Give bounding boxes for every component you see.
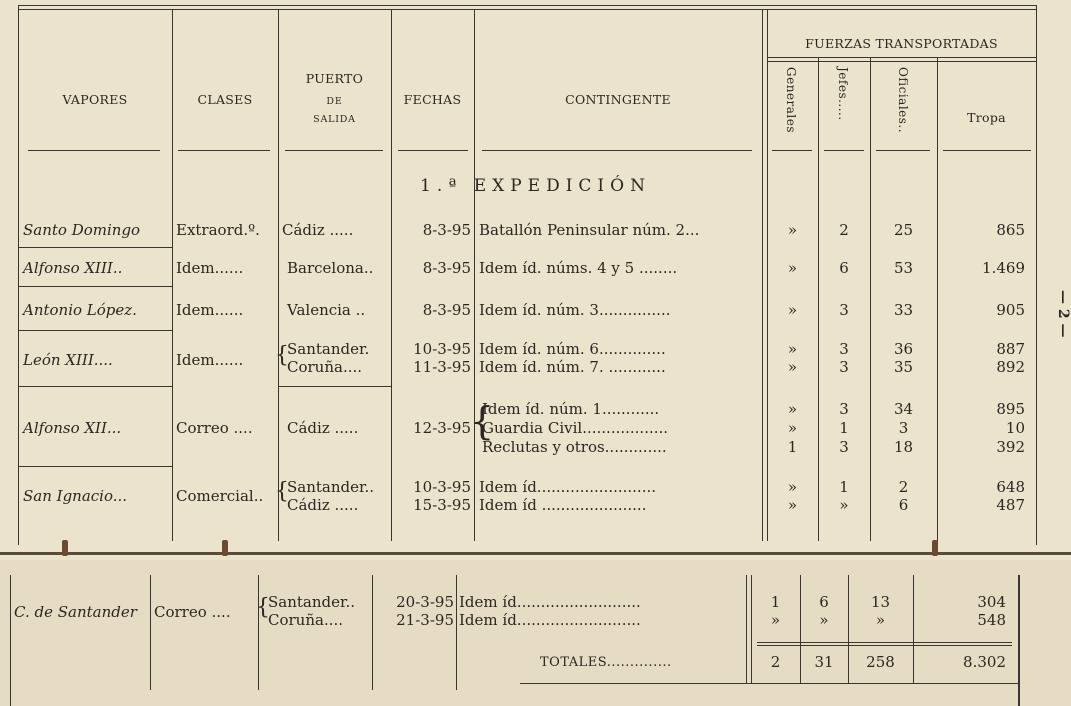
vapor: Santo Domingo <box>23 221 141 239</box>
jefes: 3 <box>839 400 849 418</box>
row-divider <box>18 247 172 248</box>
tropa: 10 <box>1005 419 1025 437</box>
hdr-underline <box>398 150 468 151</box>
hdr-salida: SALIDA <box>313 114 356 125</box>
fecha: 10-3-95 <box>413 340 471 358</box>
contingente: Idem íd......................... <box>479 478 656 496</box>
hdr-tropa: Tropa <box>967 110 1006 125</box>
page-fold <box>0 552 1071 555</box>
hdr-de: DE <box>326 96 343 107</box>
hdr-underline <box>285 150 383 151</box>
totals-label: TOTALES.............. <box>540 655 672 670</box>
frame-top-2 <box>18 9 1036 10</box>
frame-left <box>18 5 19 545</box>
tropa: 487 <box>996 496 1025 514</box>
jefes: 6 <box>819 593 829 611</box>
oficiales: 18 <box>893 438 914 456</box>
row-divider <box>18 466 172 467</box>
totals-rule <box>757 642 1012 643</box>
tropa: 648 <box>996 478 1025 496</box>
fecha: 20-3-95 <box>396 593 454 611</box>
puerto: Cádiz ..... <box>282 221 354 239</box>
hdr-underline <box>482 150 752 151</box>
col-sep <box>937 57 938 541</box>
col-sep <box>474 9 475 541</box>
oficiales: » <box>875 611 886 629</box>
oficiales: 36 <box>893 340 914 358</box>
clase: Extraord.º. <box>176 221 260 239</box>
oficiales: 2 <box>898 478 909 496</box>
col-sep <box>372 575 373 690</box>
puerto: Santander. <box>287 340 370 358</box>
hdr-clases: CLASES <box>197 92 253 107</box>
puerto: Coruña.... <box>287 358 363 376</box>
hdr-underline <box>824 150 864 151</box>
col-sep <box>456 575 457 690</box>
fuerzas-underline <box>767 57 1036 58</box>
hdr-puerto: PUERTO <box>305 71 364 86</box>
vapor: Alfonso XIII.. <box>23 259 123 277</box>
oficiales: 53 <box>893 259 914 277</box>
jefes: 1 <box>839 478 849 496</box>
col-sep <box>172 9 173 541</box>
clase: Idem...... <box>176 351 244 369</box>
binding-stitch <box>222 540 228 556</box>
contingente: Idem íd.......................... <box>459 593 641 611</box>
puerto: Santander.. <box>268 593 356 611</box>
brace: { <box>275 343 289 368</box>
col-sep <box>258 575 259 690</box>
fecha: 8-3-95 <box>422 221 471 239</box>
tropa: 892 <box>996 358 1025 376</box>
oficiales: 13 <box>870 593 891 611</box>
generales: » <box>787 259 798 277</box>
hdr-generales: Generales <box>784 67 798 134</box>
col-sep <box>762 9 763 541</box>
tropa: 905 <box>996 301 1025 319</box>
jefes: 3 <box>839 358 849 376</box>
hdr-underline <box>943 150 1031 151</box>
vapor: C. de Santander <box>14 603 137 621</box>
jefes: 6 <box>839 259 849 277</box>
row-divider <box>278 386 391 387</box>
generales: » <box>787 400 798 418</box>
row-divider <box>18 330 172 331</box>
oficiales: 25 <box>893 221 914 239</box>
frame-top <box>18 5 1036 6</box>
contingente: Idem íd. núm. 1............ <box>482 400 660 418</box>
fuerzas-underline <box>767 61 1036 62</box>
clase: Comercial.. <box>176 487 264 505</box>
contingente: Reclutas y otros............. <box>482 438 667 456</box>
generales: » <box>787 301 798 319</box>
col-sep <box>818 57 819 541</box>
row-divider <box>18 386 172 387</box>
hdr-fuerzas: FUERZAS TRANSPORTADAS <box>805 36 998 51</box>
puerto: Barcelona.. <box>287 259 374 277</box>
clase: Idem...... <box>176 301 244 319</box>
vapor: Alfonso XII... <box>23 419 122 437</box>
col-sep <box>870 57 871 541</box>
jefes: 31 <box>814 653 834 671</box>
hdr-underline <box>772 150 812 151</box>
jefes: 3 <box>839 301 849 319</box>
hdr-fechas: FECHAS <box>403 92 462 107</box>
contingente: Guardia Civil.................. <box>482 419 669 437</box>
hdr-underline <box>28 150 160 151</box>
hdr-jefes: Jefes..... <box>836 67 850 121</box>
puerto: Coruña.... <box>268 611 344 629</box>
contingente: Idem íd ...................... <box>479 496 647 514</box>
oficiales: 34 <box>893 400 914 418</box>
brace: { <box>256 595 270 620</box>
puerto: Santander.. <box>287 478 375 496</box>
jefes: 1 <box>839 419 849 437</box>
jefes: 2 <box>839 221 849 239</box>
oficiales: 6 <box>898 496 909 514</box>
tropa: 8.302 <box>963 653 1006 671</box>
frame-right <box>1018 575 1020 706</box>
contingente: Batallón Peninsular núm. 2... <box>479 221 700 239</box>
jefes: » <box>819 611 829 629</box>
jefes: 3 <box>839 340 849 358</box>
fecha: 12-3-95 <box>413 419 471 437</box>
totals-bottom-rule <box>520 683 1020 684</box>
generales: » <box>770 611 781 629</box>
generales: » <box>787 478 798 496</box>
frame-left <box>10 575 11 706</box>
fecha: 21-3-95 <box>396 611 454 629</box>
fecha: 8-3-95 <box>422 259 471 277</box>
puerto: Cádiz ..... <box>287 419 359 437</box>
fecha: 11-3-95 <box>413 358 471 376</box>
fecha: 15-3-95 <box>413 496 471 514</box>
tropa: 895 <box>996 400 1025 418</box>
tropa: 887 <box>996 340 1025 358</box>
oficiales: 258 <box>866 653 895 671</box>
generales: » <box>787 419 798 437</box>
generales: » <box>787 496 798 514</box>
oficiales: 35 <box>893 358 914 376</box>
oficiales: 33 <box>893 301 914 319</box>
tropa: 392 <box>996 438 1025 456</box>
clase: Correo .... <box>154 603 231 621</box>
expedition-title: 1.ª EXPEDICIÓN <box>420 176 651 196</box>
row-divider <box>18 286 172 287</box>
generales: » <box>787 340 798 358</box>
col-sep <box>150 575 151 690</box>
generales: 2 <box>770 653 781 671</box>
vapor: León XIII.... <box>23 351 113 369</box>
puerto: Cádiz ..... <box>287 496 359 514</box>
lower-page <box>0 560 1071 706</box>
tropa: 548 <box>977 611 1006 629</box>
hdr-vapores: VAPORES <box>62 92 128 107</box>
generales: 1 <box>787 438 798 456</box>
hdr-underline <box>876 150 930 151</box>
generales: » <box>787 358 798 376</box>
hdr-contingente: CONTINGENTE <box>565 92 671 107</box>
generales: » <box>787 221 798 239</box>
fecha: 8-3-95 <box>422 301 471 319</box>
tropa: 1.469 <box>982 259 1025 277</box>
brace: { <box>275 479 289 504</box>
clase: Idem...... <box>176 259 244 277</box>
contingente: Idem íd. núm. 6.............. <box>479 340 666 358</box>
puerto: Valencia .. <box>287 301 366 319</box>
tropa: 304 <box>977 593 1006 611</box>
totals-rule <box>757 645 1012 646</box>
frame-right <box>1036 5 1037 545</box>
binding-stitch <box>932 540 938 556</box>
binding-stitch <box>62 540 68 556</box>
contingente: Idem íd.......................... <box>459 611 641 629</box>
generales: 1 <box>770 593 781 611</box>
oficiales: 3 <box>898 419 909 437</box>
fecha: 10-3-95 <box>413 478 471 496</box>
clase: Correo .... <box>176 419 253 437</box>
col-sep <box>746 575 747 683</box>
vapor: San Ignacio... <box>23 487 128 505</box>
jefes: 3 <box>839 438 849 456</box>
tropa: 865 <box>996 221 1025 239</box>
hdr-underline <box>178 150 270 151</box>
col-sep <box>278 9 279 541</box>
page-marker: — 2 — <box>1055 290 1071 338</box>
jefes: » <box>839 496 849 514</box>
contingente: Idem íd. núm. 3............... <box>479 301 671 319</box>
hdr-oficiales: Oficiales.. <box>896 67 910 134</box>
contingente: Idem íd. núms. 4 y 5 ........ <box>479 259 678 277</box>
contingente: Idem íd. núm. 7. ............ <box>479 358 666 376</box>
vapor: Antonio López. <box>23 301 137 319</box>
brace: { <box>470 399 495 443</box>
